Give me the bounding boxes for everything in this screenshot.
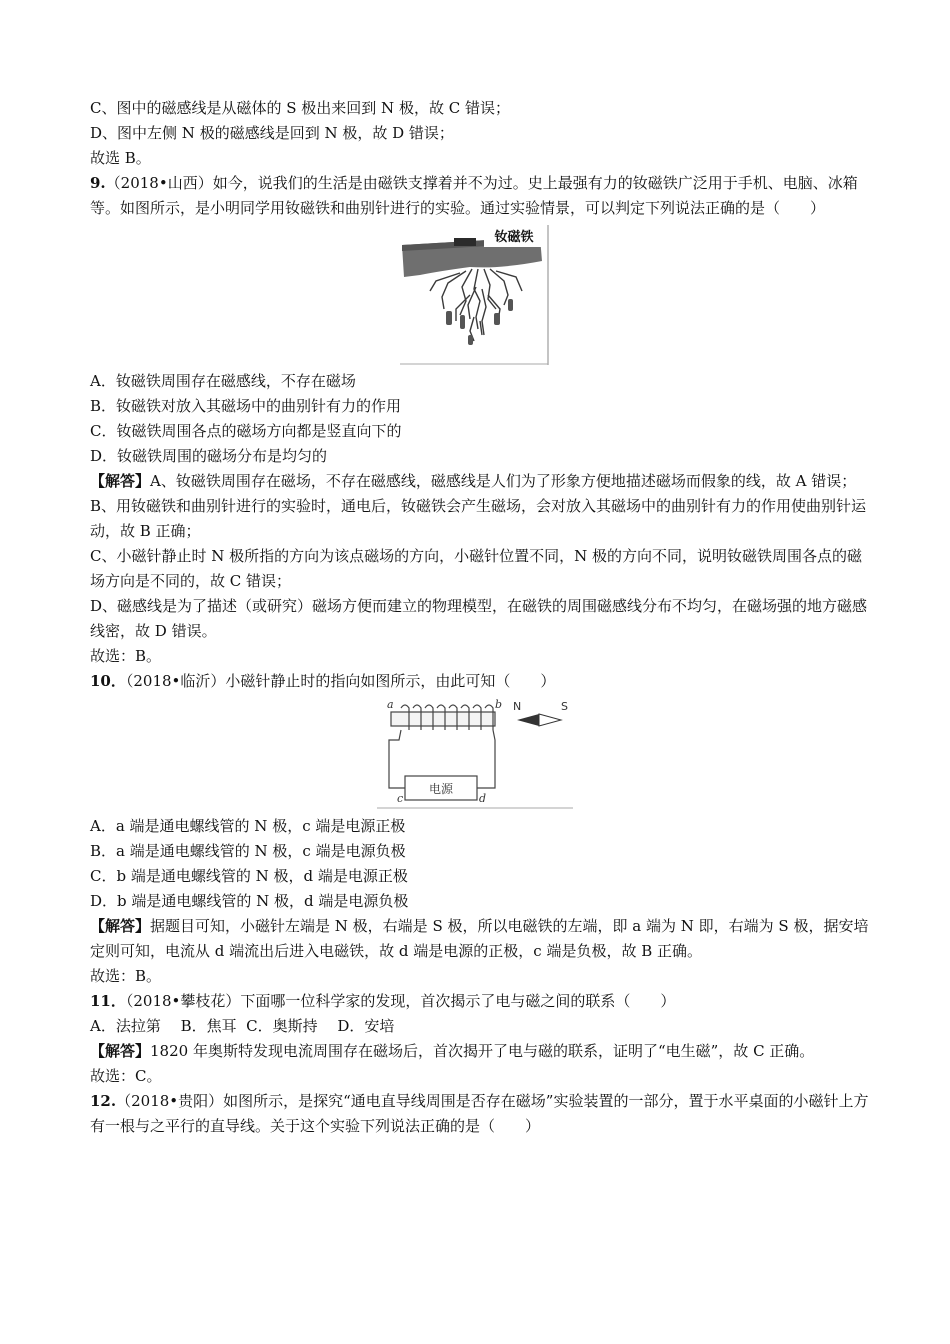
end-c-label: c <box>397 792 404 805</box>
question-text: （2018•临沂）小磁针静止时的指向如图所示，由此可知（ ） <box>125 672 556 690</box>
solenoid-circuit-figure <box>377 698 577 810</box>
question-10 <box>90 669 870 694</box>
answer-text: 1820 年奥斯特发现电流周围存在磁场后，首次揭开了电与磁的联系，证明了“电生磁”，故 C 正确。 <box>150 1042 815 1060</box>
answer-text: A、钕磁铁周围存在磁场，不存在磁感线，磁感线是人们为了形象方便地描述磁场而假象的线，故 A 错误； <box>150 472 857 490</box>
question-number: 11． <box>90 992 126 1010</box>
q9-answer-a <box>90 469 870 494</box>
answer-tag: 【解答】 <box>90 917 151 935</box>
question-9 <box>90 171 870 221</box>
q10-option-d: D．b 端是通电螺线管的 N 极，d 端是电源负极 <box>90 892 409 910</box>
end-d-label: d <box>479 792 487 805</box>
q10-answer <box>90 914 870 964</box>
q11-answer <box>90 1039 870 1064</box>
q9-answer-b: B、用钕磁铁和曲别针进行的实验时，通电后，钕磁铁会产生磁场，会对放入其磁场中的曲别针有力的作用使曲别针运动，故 B 正确； <box>90 497 867 540</box>
q9-answer-c: C、小磁针静止时 N 极所指的方向为该点磁场的方向，小磁针位置不同，N 极的方向不同，说明钕磁铁周围各点的磁场方向是不同的，故 C 错误； <box>90 547 863 590</box>
neodymium-magnet-figure <box>400 225 550 365</box>
needle-n-label: N <box>513 700 522 713</box>
question-text: （2018•贵阳）如图所示，是探究“通电直导线周围是否存在磁场”实验装置的一部分，置于水平桌面的小磁针上方有一根与之平行的直导线。关于这个实验下列说法正确的是（ ） <box>90 1092 869 1135</box>
answer-tag: 【解答】 <box>90 472 151 490</box>
prev-answer-end: 故选 B。 <box>90 149 151 167</box>
magnet-label: 钕磁铁 <box>494 230 534 245</box>
answer-text: 据题目可知，小磁针左端是 N 极，右端是 S 极，所以电磁铁的左端，即 a 端为 N 即，右端为 S 极，据安培定则可知，电流从 d 端流出后进入电磁铁，故 d 端是电源的正极，c 端是负极，故 B 正确。 <box>90 917 869 960</box>
q9-answer-end: 故选：B。 <box>90 647 162 665</box>
question-text: （2018•山西）如今，说我们的生活是由磁铁支撑着并不为过。史上最强有力的钕磁铁广泛用于手机、电脑、冰箱等。如图所示，是小明同学用钕磁铁和曲别针进行的实验。通过实验情景，可以判定下列说法正确的是（ ） <box>90 174 858 217</box>
q10-option-b: B．a 端是通电螺线管的 N 极，c 端是电源负极 <box>90 842 406 860</box>
q10-option-a: A．a 端是通电螺线管的 N 极，c 端是电源正极 <box>90 817 406 835</box>
prev-answer-d: D、图中左侧 N 极的磁感线是回到 N 极，故 D 错误； <box>90 124 454 142</box>
power-source-label: 电源 <box>428 782 454 796</box>
needle-s-label: S <box>561 700 568 713</box>
document-page <box>90 96 870 1139</box>
question-number: 12. <box>90 1092 117 1110</box>
question-11 <box>90 989 870 1014</box>
question-number: 10． <box>90 672 126 690</box>
question-12 <box>90 1089 870 1139</box>
q11-options: A．法拉第 B．焦耳 C．奥斯持 D．安培 <box>90 1017 395 1035</box>
q9-option-d: D．钕磁铁周围的磁场分布是均匀的 <box>90 447 328 465</box>
q11-answer-end: 故选：C。 <box>90 1067 162 1085</box>
magnet-illustration <box>400 225 550 365</box>
solenoid-circuit-diagram <box>377 698 577 810</box>
question-number: 9. <box>90 174 106 192</box>
answer-tag: 【解答】 <box>90 1042 151 1060</box>
q10-option-c: C．b 端是通电螺线管的 N 极，d 端是电源正极 <box>90 867 408 885</box>
end-a-label: a <box>387 698 394 711</box>
q9-option-c: C．钕磁铁周围各点的磁场方向都是竖直向下的 <box>90 422 402 440</box>
q9-option-a: A．钕磁铁周围存在磁感线，不存在磁场 <box>90 372 356 390</box>
question-text: （2018•攀枝花）下面哪一位科学家的发现，首次揭示了电与磁之间的联系（ ） <box>125 992 676 1010</box>
end-b-label: b <box>495 698 503 711</box>
prev-answer-c: C、图中的磁感线是从磁体的 S 极出来回到 N 极，故 C 错误； <box>90 99 510 117</box>
q10-answer-end: 故选：B。 <box>90 967 162 985</box>
q9-answer-d: D、磁感线是为了描述（或研究）磁场方便而建立的物理模型，在磁铁的周围磁感线分布不均匀，在磁场强的地方磁感线密，故 D 错误。 <box>90 597 868 640</box>
compass-needle <box>517 714 561 726</box>
q9-option-b: B．钕磁铁对放入其磁场中的曲别针有力的作用 <box>90 397 402 415</box>
